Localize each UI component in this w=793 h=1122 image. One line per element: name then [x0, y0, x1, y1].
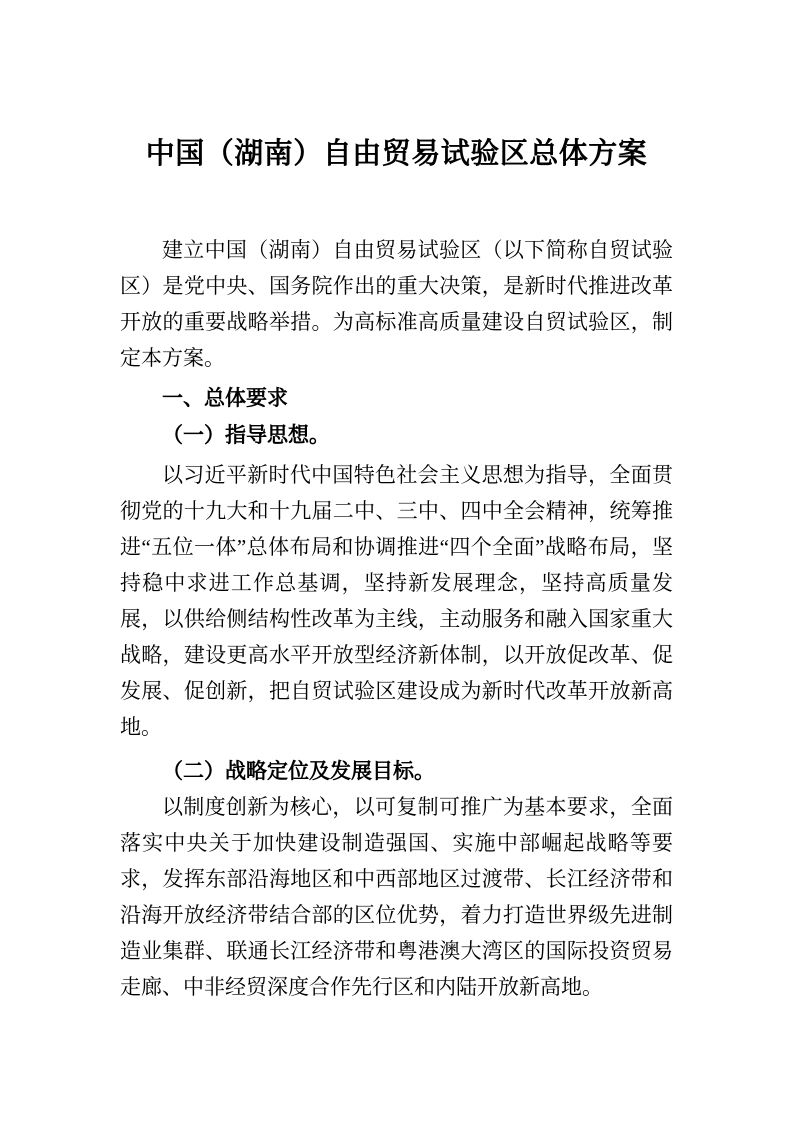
subsection-1-1-paragraph: 以习近平新时代中国特色社会主义思想为指导，全面贯彻党的十九大和十九届二中、三中、四中全会精神，统筹推进“五位一体”总体布局和协调推进“四个全面”战略布局，坚持稳中求进工作总基调，坚持新发展理念，坚持高质量发展，以供给侧结构性改革为主线，主动服务和融入国家重大战略，建设更高水平开放型经济新体制，以开放促改革、促发展、促创新，把自贸试验区建设成为新时代改革开放新高地。 [120, 463, 673, 739]
subsection-1-2-paragraph: 以制度创新为核心，以可复制可推广为基本要求，全面落实中央关于加快建设制造强国、实施中部崛起战略等要求，发挥东部沿海地区和中西部地区过渡带、长江经济带和沿海开放经济带结合部的区位优势，着力打造世界级先进制造业集群、联通长江经济带和粤港澳大湾区的国际投资贸易走廊、中非经贸深度合作先行区和内陆开放新高地。 [120, 795, 673, 999]
document-body [0, 232, 793, 1005]
subsection-1-1-heading: （一）指导思想。 [162, 423, 330, 447]
document-title: 中国（湖南）自由贸易试验区总体方案 [145, 138, 648, 170]
intro-paragraph: 建立中国（湖南）自由贸易试验区（以下简称自贸试验区）是党中央、国务院作出的重大决策，是新时代推进改革开放的重要战略举措。为高标准高质量建设自贸试验区，制定本方案。 [120, 238, 673, 370]
subsection-1-2-heading: （二）战略定位及发展目标。 [162, 759, 435, 783]
section-1-heading: 一、总体要求 [162, 387, 288, 410]
